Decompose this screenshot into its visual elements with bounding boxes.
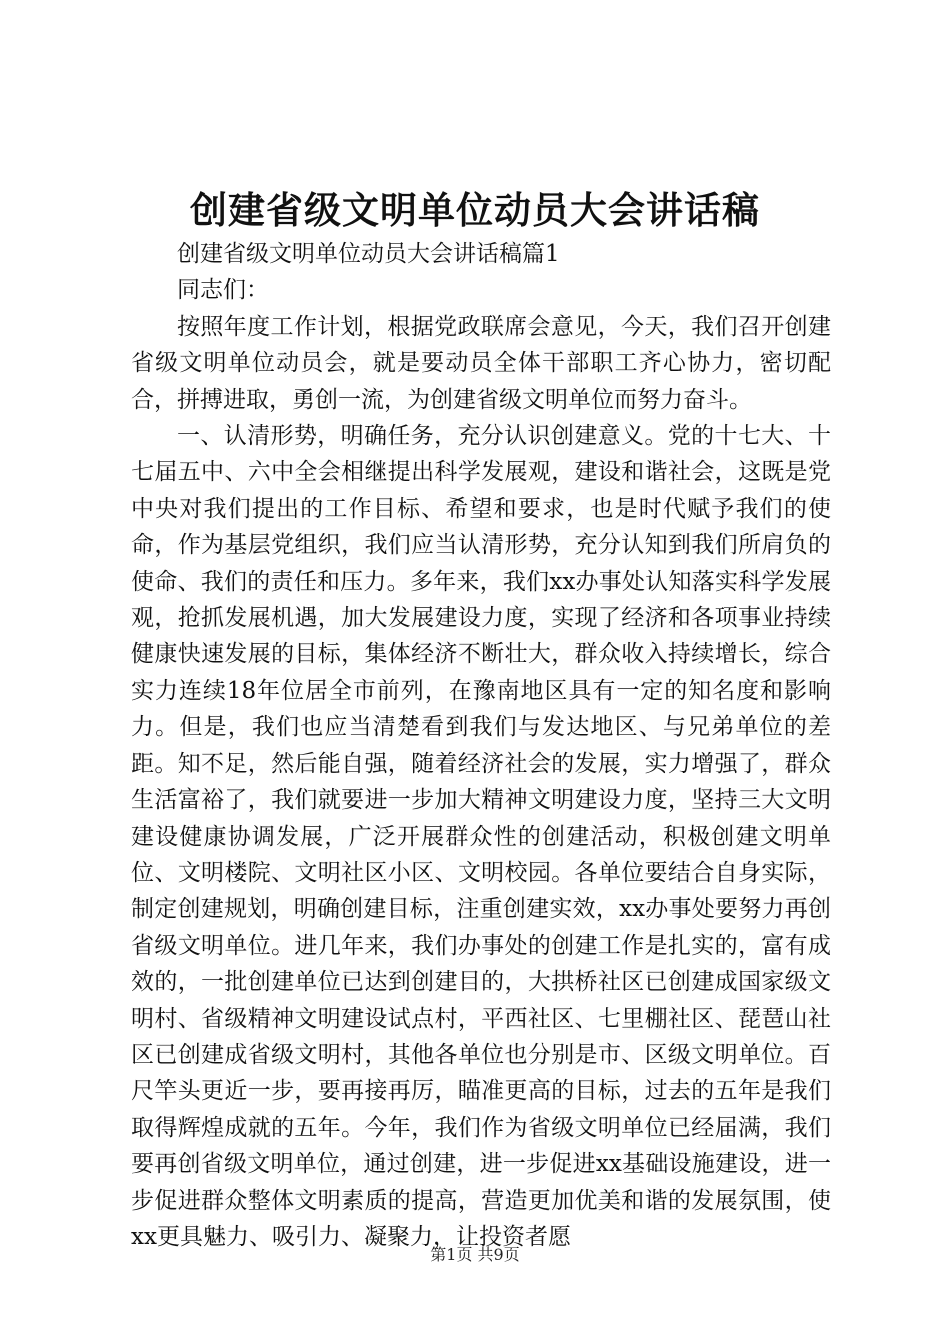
- document-body: [131, 236, 831, 1255]
- body-paragraph: 按照年度工作计划，根据党政联席会意见，今天，我们召开创建省级文明单位动员会，就是要动员全体干部职工齐心协力，密切配合，拼搏进取，勇创一流，为创建省级文明单位而努力奋斗。: [131, 313, 831, 413]
- section-heading: 创建省级文明单位动员大会讲话稿篇1: [177, 241, 560, 267]
- body-paragraph: 一、认清形势，明确任务，充分认识创建意义。党的十七大、十七届五中、六中全会相继提出科学发展观，建设和谐社会，这既是党中央对我们提出的工作目标、希望和要求，也是时代赋予我们的使命，作为基层党组织，我们应当认清形势，充分认知到我们所肩负的使命、我们的责任和压力。多年来，我们xx办事处认知落实科学发展观，抢抓发展机遇，加大发展建设力度，实现了经济和各项事业持续健康快速发展的目标，集体经济不断壮大，群众收入持续增长，综合实力连续18年位居全市前列，在豫南地区具有一定的知名度和影响力。但是，我们也应当清楚看到我们与发达地区、与兄弟单位的差距。知不足，然后能自强，随着经济社会的发展，实力增强了，群众生活富裕了，我们就要进一步加大精神文明建设力度，坚持三大文明建设健康协调发展，广泛开展群众性的创建活动，积极创建文明单位、文明楼院、文明社区小区、文明校园。各单位要结合自身实际，制定创建规划，明确创建目标，注重创建实效，xx办事处要努力再创省级文明单位。进几年来，我们办事处的创建工作是扎实的，富有成效的，一批创建单位已达到创建目的，大拱桥社区已创建成国家级文明村、省级精神文明建设试点村，平西社区、七里棚社区、琵琶山社区已创建成省级文明村，其他各单位也分别是市、区级文明单位。百尺竿头更近一步，要再接再厉，瞄准更高的目标，过去的五年是我们取得辉煌成就的五年。今年，我们作为省级文明单位已经届满，我们要再创省级文明单位，通过创建，进一步促进xx基础设施建设，进一步促进群众整体文明素质的提高，营造更加优美和谐的发展氛围，使xx更具魅力、吸引力、凝聚力，让投资者愿: [131, 423, 831, 1250]
- document-title: 创建省级文明单位动员大会讲话稿: [190, 188, 760, 232]
- page-footer: 第1页 共9页: [430, 1245, 520, 1264]
- salutation: 同志们：: [177, 277, 269, 304]
